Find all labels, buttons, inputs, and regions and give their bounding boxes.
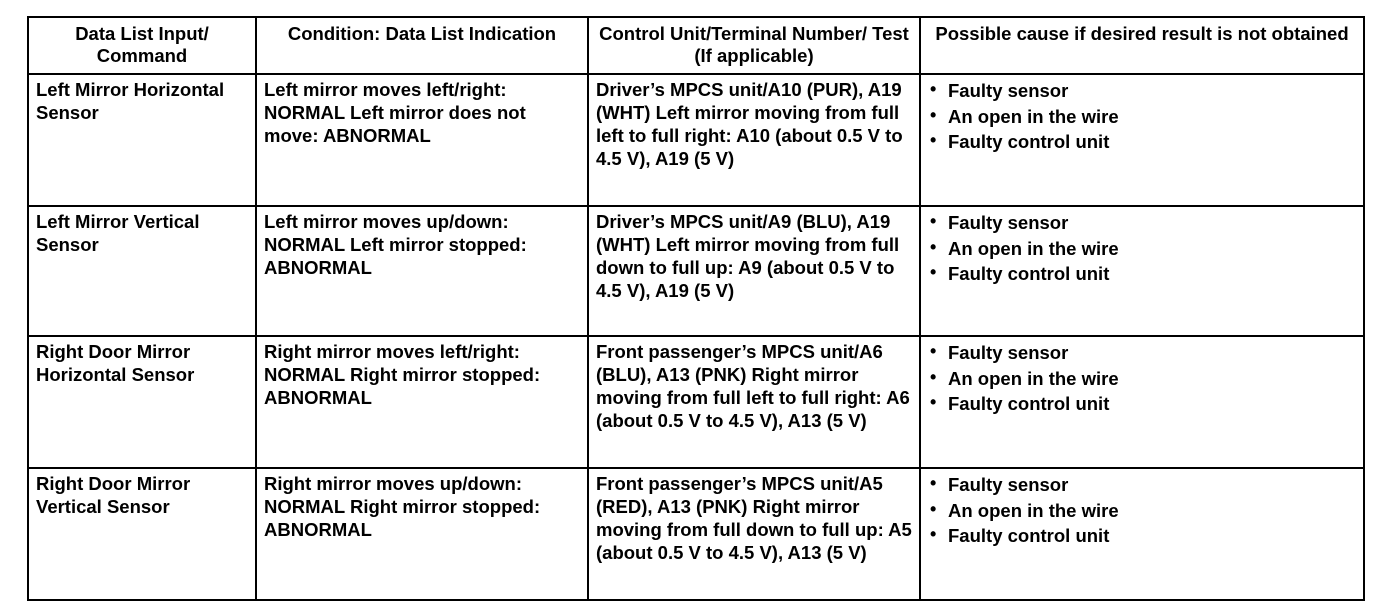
column-header-data-list-input: Data List Input/ Command (28, 17, 256, 74)
cause-list (928, 79, 1356, 153)
cell-possible-cause (920, 206, 1364, 336)
column-header-possible-cause: Possible cause if desired result is not obtained (920, 17, 1364, 74)
table-row (28, 468, 1364, 600)
list-item: • Faulty control unit (928, 392, 1356, 415)
cell-possible-cause (920, 468, 1364, 600)
list-item: • Faulty sensor (928, 341, 1356, 364)
cell-condition: Left mirror moves up/down: NORMAL Left mirror stopped: ABNORMAL (256, 206, 588, 336)
list-item: • Faulty control unit (928, 130, 1356, 153)
cell-control-unit: Driver’s MPCS unit/A10 (PUR), A19 (WHT) Left mirror moving from full left to full right: A10 (about 0.5 V to 4.5 V), A19 (5 V) (588, 74, 920, 206)
cell-condition: Right mirror moves left/right: NORMAL Right mirror stopped: ABNORMAL (256, 336, 588, 468)
list-item: • Faulty sensor (928, 211, 1356, 234)
cause-list (928, 341, 1356, 415)
list-item: • An open in the wire (928, 367, 1356, 390)
cell-condition: Right mirror moves up/down: NORMAL Right mirror stopped: ABNORMAL (256, 468, 588, 600)
cell-control-unit: Driver’s MPCS unit/A9 (BLU), A19 (WHT) Left mirror moving from full down to full up: A9 (about 0.5 V to 4.5 V), A19 (5 V) (588, 206, 920, 336)
list-item: • An open in the wire (928, 237, 1356, 260)
list-item: • An open in the wire (928, 499, 1356, 522)
cell-control-unit: Front passenger’s MPCS unit/A5 (RED), A13 (PNK) Right mirror moving from full down to full up: A5 (about 0.5 V to 4.5 V), A13 (5 V) (588, 468, 920, 600)
list-item: • An open in the wire (928, 105, 1356, 128)
table-row (28, 206, 1364, 336)
list-item: • Faulty sensor (928, 79, 1356, 102)
table-row (28, 74, 1364, 206)
cell-possible-cause (920, 74, 1364, 206)
cause-list (928, 211, 1356, 285)
cell-possible-cause (920, 336, 1364, 468)
cell-control-unit: Front passenger’s MPCS unit/A6 (BLU), A13 (PNK) Right mirror moving from full left to full right: A6 (about 0.5 V to 4.5 V), A13 (5 V) (588, 336, 920, 468)
table-row (28, 336, 1364, 468)
cell-input-command: Left Mirror Vertical Sensor (28, 206, 256, 336)
column-header-control-unit: Control Unit/Terminal Number/ Test (If applicable) (588, 17, 920, 74)
list-item: • Faulty control unit (928, 262, 1356, 285)
table-header-row (28, 17, 1364, 74)
cell-input-command: Right Door Mirror Horizontal Sensor (28, 336, 256, 468)
list-item: • Faulty sensor (928, 473, 1356, 496)
diagnostic-data-list-table (27, 16, 1365, 601)
column-header-condition: Condition: Data List Indication (256, 17, 588, 74)
cause-list (928, 473, 1356, 547)
cell-input-command: Right Door Mirror Vertical Sensor (28, 468, 256, 600)
list-item: • Faulty control unit (928, 524, 1356, 547)
cell-input-command: Left Mirror Horizontal Sensor (28, 74, 256, 206)
cell-condition: Left mirror moves left/right: NORMAL Left mirror does not move: ABNORMAL (256, 74, 588, 206)
